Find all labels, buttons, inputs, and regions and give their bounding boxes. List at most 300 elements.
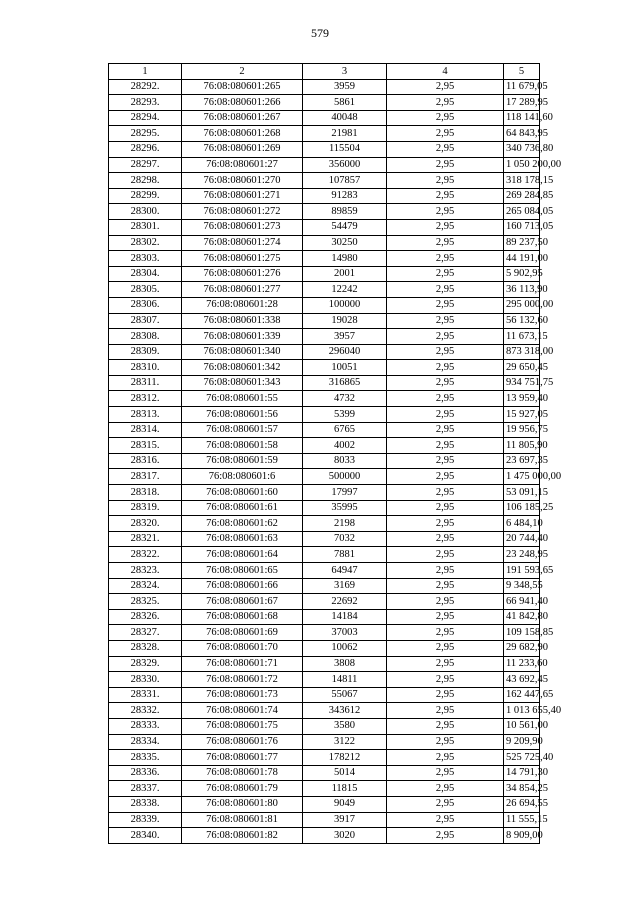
table-cell: 64947: [303, 563, 387, 579]
table-cell: 76:08:080601:57: [182, 422, 303, 438]
table-cell: 2,95: [387, 563, 504, 579]
table-row: [109, 469, 540, 485]
table-cell: 2,95: [387, 812, 504, 828]
table-cell: 11 233,60: [504, 656, 540, 672]
table-row: [109, 640, 540, 656]
table-cell: 76:08:080601:6: [182, 469, 303, 485]
table-cell: 35995: [303, 500, 387, 516]
table-row: [109, 251, 540, 267]
table-cell: 76:08:080601:277: [182, 282, 303, 298]
table-cell: 9049: [303, 796, 387, 812]
table-cell: 28297.: [109, 157, 182, 173]
table-cell: 41 842,80: [504, 609, 540, 625]
table-row: [109, 672, 540, 688]
table-cell: 36 113,90: [504, 282, 540, 298]
column-header: 1: [109, 64, 182, 80]
table-cell: 76:08:080601:66: [182, 578, 303, 594]
table-cell: 343612: [303, 703, 387, 719]
table-cell: 1 013 655,40: [504, 703, 540, 719]
table-cell: 28311.: [109, 375, 182, 391]
table-cell: 3169: [303, 578, 387, 594]
table-cell: 76:08:080601:267: [182, 110, 303, 126]
table-body: [109, 79, 562, 843]
table-row: [109, 360, 540, 376]
table-cell: 28323.: [109, 563, 182, 579]
table-cell: 3808: [303, 656, 387, 672]
table-cell: 28339.: [109, 812, 182, 828]
table-cell: 3580: [303, 718, 387, 734]
table-cell: 89 237,50: [504, 235, 540, 251]
table-cell: 118 141,60: [504, 110, 540, 126]
table-cell: 265 084,05: [504, 204, 540, 220]
table-cell: 2,95: [387, 407, 504, 423]
table-cell: 28319.: [109, 500, 182, 516]
table-row: [109, 765, 540, 781]
table-cell: 28326.: [109, 609, 182, 625]
table-row: [109, 126, 540, 142]
table-cell: 28324.: [109, 578, 182, 594]
table-cell: 76:08:080601:70: [182, 640, 303, 656]
table-cell: 28332.: [109, 703, 182, 719]
table-cell: 64 843,95: [504, 126, 540, 142]
table-cell: 28294.: [109, 110, 182, 126]
table-cell: 5861: [303, 95, 387, 111]
table-row: [109, 625, 540, 641]
table-cell: 2,95: [387, 453, 504, 469]
table-cell: 6765: [303, 422, 387, 438]
table-cell: 8033: [303, 453, 387, 469]
cadastral-table: [108, 63, 562, 844]
table-cell: 3917: [303, 812, 387, 828]
table-cell: 23 697,35: [504, 453, 540, 469]
table-cell: 76:08:080601:61: [182, 500, 303, 516]
table-cell: 22692: [303, 594, 387, 610]
table-cell: 2,95: [387, 578, 504, 594]
table-cell: 34 854,25: [504, 781, 540, 797]
table-row: [109, 750, 540, 766]
table-cell: 162 447,65: [504, 687, 540, 703]
table-cell: 2,95: [387, 609, 504, 625]
table-cell: 76:08:080601:78: [182, 765, 303, 781]
table-cell: 76:08:080601:28: [182, 297, 303, 313]
table-cell: 356000: [303, 157, 387, 173]
table-cell: 76:08:080601:269: [182, 141, 303, 157]
table-cell: 19028: [303, 313, 387, 329]
table-cell: 28327.: [109, 625, 182, 641]
table-row: [109, 375, 540, 391]
table-row: [109, 656, 540, 672]
table-cell: 76:08:080601:81: [182, 812, 303, 828]
table-cell: 2,95: [387, 251, 504, 267]
table-cell: 2,95: [387, 672, 504, 688]
table-cell: 76:08:080601:55: [182, 391, 303, 407]
table-cell: 12242: [303, 282, 387, 298]
column-header: 3: [303, 64, 387, 80]
table-cell: 76:08:080601:73: [182, 687, 303, 703]
table-cell: 76:08:080601:64: [182, 547, 303, 563]
table-row: [109, 141, 540, 157]
table-cell: 76:08:080601:76: [182, 734, 303, 750]
table-cell: 28325.: [109, 594, 182, 610]
table-row: [109, 313, 540, 329]
table-cell: 2,95: [387, 375, 504, 391]
table-cell: 2,95: [387, 282, 504, 298]
table-cell: 934 751,75: [504, 375, 540, 391]
table-cell: 28320.: [109, 516, 182, 532]
table-cell: 28317.: [109, 469, 182, 485]
table-cell: 28306.: [109, 297, 182, 313]
table-cell: 3122: [303, 734, 387, 750]
table-row: [109, 485, 540, 501]
table-cell: 2,95: [387, 469, 504, 485]
table-cell: 9 348,55: [504, 578, 540, 594]
table-row: [109, 547, 540, 563]
table-cell: 2,95: [387, 95, 504, 111]
table-cell: 28298.: [109, 173, 182, 189]
table-cell: 316865: [303, 375, 387, 391]
table-row: [109, 422, 540, 438]
table-cell: 160 713,05: [504, 219, 540, 235]
table-cell: 3957: [303, 329, 387, 345]
table-row: [109, 329, 540, 345]
table-cell: 6 484,10: [504, 516, 540, 532]
table-cell: 76:08:080601:339: [182, 329, 303, 345]
table-cell: 14184: [303, 609, 387, 625]
column-header: 2: [182, 64, 303, 80]
table-cell: 1 050 200,00: [504, 157, 540, 173]
table-cell: 2,95: [387, 157, 504, 173]
table-cell: 107857: [303, 173, 387, 189]
table-cell: 54479: [303, 219, 387, 235]
table-cell: 11815: [303, 781, 387, 797]
table-cell: 28329.: [109, 656, 182, 672]
table-cell: 295 000,00: [504, 297, 540, 313]
table-cell: 873 318,00: [504, 344, 540, 360]
table-cell: 76:08:080601:276: [182, 266, 303, 282]
table-cell: 11 679,05: [504, 79, 540, 95]
table-cell: 10 561,00: [504, 718, 540, 734]
table-cell: 4002: [303, 438, 387, 454]
table-cell: 40048: [303, 110, 387, 126]
table-cell: 2,95: [387, 625, 504, 641]
table-cell: 28301.: [109, 219, 182, 235]
table-cell: 20 744,40: [504, 531, 540, 547]
table-row: [109, 235, 540, 251]
table-cell: 10051: [303, 360, 387, 376]
table-cell: 28331.: [109, 687, 182, 703]
table-row: [109, 157, 540, 173]
table-cell: 76:08:080601:77: [182, 750, 303, 766]
table-cell: 5399: [303, 407, 387, 423]
table-cell: 28305.: [109, 282, 182, 298]
table-cell: 76:08:080601:27: [182, 157, 303, 173]
table-cell: 28295.: [109, 126, 182, 142]
table-cell: 2,95: [387, 438, 504, 454]
table-cell: 76:08:080601:59: [182, 453, 303, 469]
table-cell: 28309.: [109, 344, 182, 360]
table-cell: 2,95: [387, 594, 504, 610]
table-cell: 28292.: [109, 79, 182, 95]
table-cell: 76:08:080601:79: [182, 781, 303, 797]
table-cell: 76:08:080601:268: [182, 126, 303, 142]
table-row: [109, 266, 540, 282]
table-cell: 100000: [303, 297, 387, 313]
table-row: [109, 516, 540, 532]
table-cell: 76:08:080601:340: [182, 344, 303, 360]
table-cell: 76:08:080601:80: [182, 796, 303, 812]
table-row: [109, 110, 540, 126]
table-cell: 76:08:080601:266: [182, 95, 303, 111]
table-cell: 76:08:080601:62: [182, 516, 303, 532]
table-cell: 4732: [303, 391, 387, 407]
table-cell: 28330.: [109, 672, 182, 688]
table-cell: 2,95: [387, 141, 504, 157]
table-cell: 318 178,15: [504, 173, 540, 189]
table-row: [109, 219, 540, 235]
table-cell: 525 725,40: [504, 750, 540, 766]
table-row: [109, 173, 540, 189]
table-cell: 76:08:080601:69: [182, 625, 303, 641]
table-row: [109, 407, 540, 423]
table-row: [109, 453, 540, 469]
table-cell: 28314.: [109, 422, 182, 438]
table-cell: 28308.: [109, 329, 182, 345]
table-cell: 2,95: [387, 391, 504, 407]
table-cell: 2,95: [387, 329, 504, 345]
table-cell: 76:08:080601:71: [182, 656, 303, 672]
table-cell: 89859: [303, 204, 387, 220]
table-row: [109, 297, 540, 313]
table-cell: 76:08:080601:82: [182, 828, 303, 844]
table-cell: 14811: [303, 672, 387, 688]
table-cell: 28328.: [109, 640, 182, 656]
table-cell: 23 248,95: [504, 547, 540, 563]
table-cell: 2,95: [387, 828, 504, 844]
table-cell: 2,95: [387, 687, 504, 703]
table-cell: 76:08:080601:342: [182, 360, 303, 376]
table-cell: 28333.: [109, 718, 182, 734]
table-cell: 1 475 000,00: [504, 469, 540, 485]
table-cell: 55067: [303, 687, 387, 703]
table-cell: 7881: [303, 547, 387, 563]
table-cell: 17997: [303, 485, 387, 501]
table-cell: 11 805,90: [504, 438, 540, 454]
table-row: [109, 438, 540, 454]
table-row: [109, 204, 540, 220]
table-cell: 28299.: [109, 188, 182, 204]
table-cell: 13 959,40: [504, 391, 540, 407]
table-row: [109, 391, 540, 407]
table-cell: 28338.: [109, 796, 182, 812]
table-cell: 15 927,05: [504, 407, 540, 423]
table-row: [109, 578, 540, 594]
table-cell: 11 555,15: [504, 812, 540, 828]
table-cell: 11 673,15: [504, 329, 540, 345]
table-cell: 2,95: [387, 344, 504, 360]
table-header-row: [109, 64, 540, 80]
page-number: 579: [311, 26, 329, 40]
table-row: [109, 188, 540, 204]
table-cell: 340 736,80: [504, 141, 540, 157]
table-cell: 28318.: [109, 485, 182, 501]
table-cell: 28312.: [109, 391, 182, 407]
table-cell: 2,95: [387, 718, 504, 734]
table-cell: 28322.: [109, 547, 182, 563]
table-cell: 2,95: [387, 734, 504, 750]
table-cell: 28293.: [109, 95, 182, 111]
table-cell: 56 132,60: [504, 313, 540, 329]
table-row: [109, 95, 540, 111]
table-cell: 28304.: [109, 266, 182, 282]
table-cell: 28337.: [109, 781, 182, 797]
table-cell: 2,95: [387, 500, 504, 516]
table-cell: 10062: [303, 640, 387, 656]
table-cell: 2001: [303, 266, 387, 282]
table-cell: 178212: [303, 750, 387, 766]
table-cell: 2,95: [387, 781, 504, 797]
table-cell: 30250: [303, 235, 387, 251]
table-row: [109, 594, 540, 610]
table-row: [109, 609, 540, 625]
table-cell: 2,95: [387, 188, 504, 204]
table-cell: 2,95: [387, 297, 504, 313]
table-row: [109, 282, 540, 298]
table-row: [109, 687, 540, 703]
table-row: [109, 500, 540, 516]
table-cell: 76:08:080601:56: [182, 407, 303, 423]
table-cell: 2,95: [387, 79, 504, 95]
table-cell: 29 650,45: [504, 360, 540, 376]
table-cell: 76:08:080601:72: [182, 672, 303, 688]
table-cell: 28316.: [109, 453, 182, 469]
table-cell: 296040: [303, 344, 387, 360]
table-cell: 76:08:080601:74: [182, 703, 303, 719]
table-cell: 29 682,90: [504, 640, 540, 656]
table-cell: 28296.: [109, 141, 182, 157]
table-cell: 76:08:080601:63: [182, 531, 303, 547]
table-row: [109, 812, 540, 828]
table-cell: 76:08:080601:275: [182, 251, 303, 267]
table-cell: 28313.: [109, 407, 182, 423]
table-cell: 2,95: [387, 703, 504, 719]
table-cell: 28303.: [109, 251, 182, 267]
table-cell: 76:08:080601:65: [182, 563, 303, 579]
table-cell: 14980: [303, 251, 387, 267]
table-cell: 2198: [303, 516, 387, 532]
table-cell: 76:08:080601:338: [182, 313, 303, 329]
table-cell: 43 692,45: [504, 672, 540, 688]
table-row: [109, 563, 540, 579]
table-cell: 28307.: [109, 313, 182, 329]
table-row: [109, 796, 540, 812]
table-cell: 28340.: [109, 828, 182, 844]
table-cell: 14 791,30: [504, 765, 540, 781]
table-cell: 2,95: [387, 547, 504, 563]
table-cell: 76:08:080601:75: [182, 718, 303, 734]
table-cell: 76:08:080601:271: [182, 188, 303, 204]
table-cell: 2,95: [387, 531, 504, 547]
table-cell: 76:08:080601:60: [182, 485, 303, 501]
table-cell: 17 289,95: [504, 95, 540, 111]
table-row: [109, 703, 540, 719]
table-cell: 2,95: [387, 173, 504, 189]
table-cell: 76:08:080601:270: [182, 173, 303, 189]
table-cell: 2,95: [387, 360, 504, 376]
table-cell: 76:08:080601:343: [182, 375, 303, 391]
column-header: 5: [504, 64, 540, 80]
table-cell: 500000: [303, 469, 387, 485]
table-cell: 109 158,85: [504, 625, 540, 641]
table-cell: 76:08:080601:67: [182, 594, 303, 610]
table-cell: 3959: [303, 79, 387, 95]
table-cell: 8 909,00: [504, 828, 540, 844]
table-cell: 7032: [303, 531, 387, 547]
table-cell: 2,95: [387, 796, 504, 812]
table-row: [109, 344, 540, 360]
table-cell: 28310.: [109, 360, 182, 376]
table-cell: 269 284,85: [504, 188, 540, 204]
table-cell: 28335.: [109, 750, 182, 766]
table-cell: 2,95: [387, 313, 504, 329]
table-row: [109, 79, 540, 95]
table-cell: 2,95: [387, 640, 504, 656]
table-cell: 76:08:080601:272: [182, 204, 303, 220]
table-cell: 44 191,00: [504, 251, 540, 267]
table-cell: 5 902,95: [504, 266, 540, 282]
table-cell: 2,95: [387, 656, 504, 672]
table-cell: 2,95: [387, 110, 504, 126]
table-row: [109, 734, 540, 750]
table-cell: 28334.: [109, 734, 182, 750]
table-cell: 106 185,25: [504, 500, 540, 516]
table-cell: 76:08:080601:68: [182, 609, 303, 625]
table-cell: 21981: [303, 126, 387, 142]
table-cell: 19 956,75: [504, 422, 540, 438]
table-cell: 2,95: [387, 485, 504, 501]
table-row: [109, 781, 540, 797]
table-cell: 2,95: [387, 750, 504, 766]
table-cell: 28315.: [109, 438, 182, 454]
table-cell: 76:08:080601:265: [182, 79, 303, 95]
table-cell: 2,95: [387, 422, 504, 438]
table-cell: 3020: [303, 828, 387, 844]
table-cell: 2,95: [387, 204, 504, 220]
table-cell: 2,95: [387, 235, 504, 251]
table-cell: 2,95: [387, 516, 504, 532]
table-cell: 2,95: [387, 765, 504, 781]
table-cell: 28336.: [109, 765, 182, 781]
table-cell: 76:08:080601:273: [182, 219, 303, 235]
table-cell: 5014: [303, 765, 387, 781]
table-cell: 28321.: [109, 531, 182, 547]
table-cell: 28302.: [109, 235, 182, 251]
table-cell: 76:08:080601:58: [182, 438, 303, 454]
table-row: [109, 718, 540, 734]
table-cell: 2,95: [387, 126, 504, 142]
table-cell: 26 694,55: [504, 796, 540, 812]
table-cell: 37003: [303, 625, 387, 641]
table-cell: 66 941,40: [504, 594, 540, 610]
table-cell: 76:08:080601:274: [182, 235, 303, 251]
table-cell: 28300.: [109, 204, 182, 220]
column-header: 4: [387, 64, 504, 80]
table-row: [109, 828, 540, 844]
table-cell: 9 209,90: [504, 734, 540, 750]
table-cell: 191 593,65: [504, 563, 540, 579]
table-cell: 91283: [303, 188, 387, 204]
table-cell: 2,95: [387, 219, 504, 235]
table-row: [109, 531, 540, 547]
